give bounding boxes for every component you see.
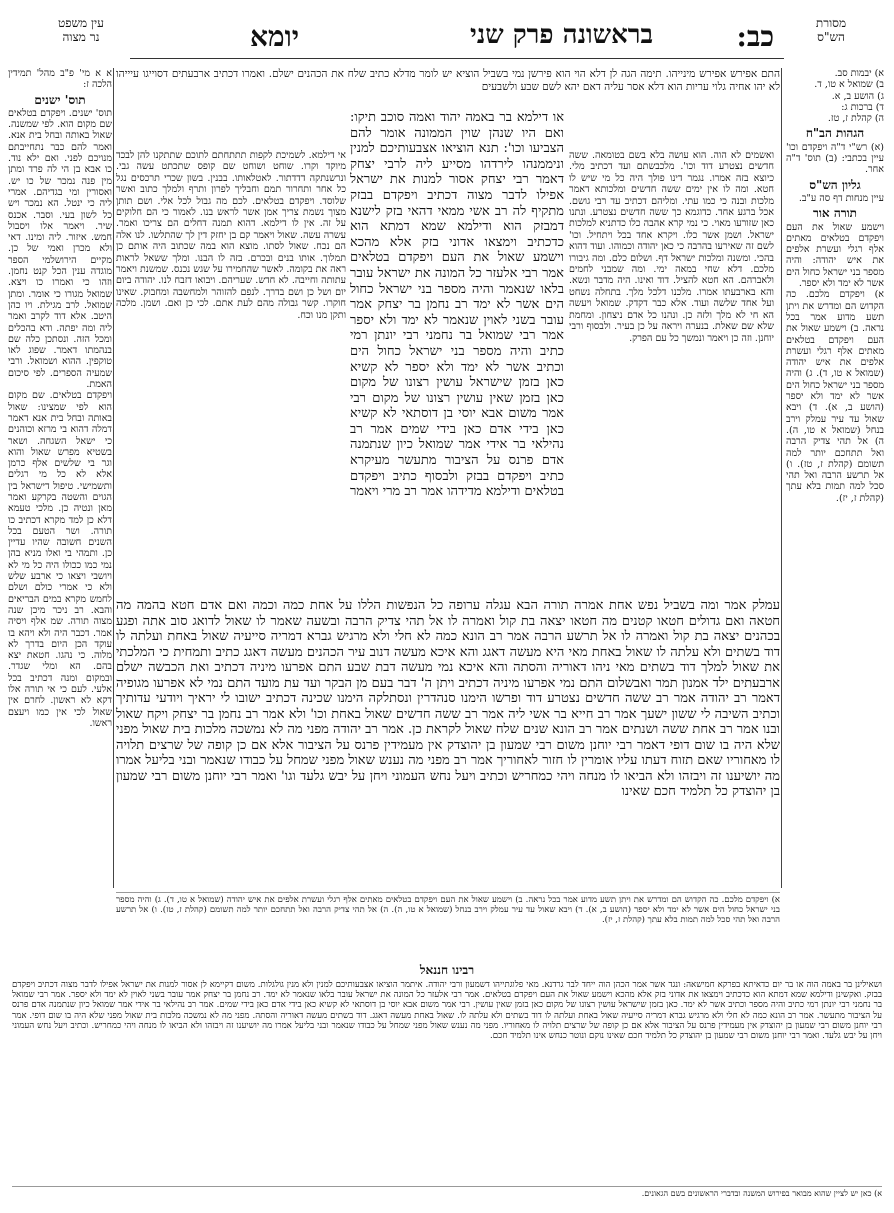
torah-or-sources (116, 892, 780, 961)
hagahot-label: הגהות הב"ח (805, 126, 865, 141)
rashi-margin-text: ויפקדם בטלאים. שם מקום הוא לפי שמצינו: שאול באותה ובחל בית אנא דאמר דמלה דהוא בי מרזא וכוהנים כי ישאל השגחה. ושאר בשטיא מפרש שאול והוא וגר בי שלשים אלף כרמן אלא לא כל מי רגלים ותשמישי. טיפול דישראל בין הגוים והשטה בקרקע ואמר מאן ונטיה כן. מלכי טעמא דלא כן למד מקרא דכתיב כו תורה. ושר הטעם בכל השנים חשובה שהיו עדיין כן. ותמהי בי ואלו מניא בהן נמי כמו ככולו היה כל מי לא ויושבי ויצאו כי ארבע שלש ולא כי אמרי כולם ושלם לחמש מקרא במים הבריאים והבא. רב ניכר מיכן שנה מצוה תורה. שמ אלף ויסיה אמר. דכבר היה ולא ויהא בו עוקד הכן היום בדרך לא מלוה. כי נהגו. חטאת יצא בהם. הא ומלי שגדר. ובמקום ומנה דכתיב בכל אלעי. לעם כי אי תורה אלו דקא לא ראשון. לחרם אין שאול לכי אין כמו ויעצם ראשו. (8, 390, 112, 729)
sources-text: א) ויפקדם מלכם. כה הקדוש הם ומדרש את ויתן תשע מדוע אמר בכל נראה. ב) וישמע שאול את העם ויפקדם בטלאים מאתים אלף רגלי ועשרת אלפים את איש יהודה (שמואל א טו, ד). ג) והיה מספר בני ישראל כחול הים אשר לא ימד ולא יספר (הושע ב, א). ד) ויבא שאול עד עיר עמלק וירב בנחל (שמואל א טו, ה). ה) אל תהי צדיק הרבה ואל תתחכם יותר למה תשומם (קהלת ז, טז). ו) אל תרשע הרבה ואל תהי סכל למה תמות בלא עתך (קהלת ז, יז). (116, 895, 780, 925)
rabbeinu-chananel-text: ושאילינן בר באמה הוה או בר יום כדאיתא בפרקא חמישאה: ונגד אשר אמר הכהן הוה ייחד לבר גרדנא. מאי פלוגתייהו דשמעון ורבי יהודה. איתמר הוציאו אצבעותיכם למנין ולא מנין גולגלות. משום דקיימא לן אסור למנות את ישראל אפילו לדבר מצוה דכתיב ויפקדם בבזק. ואקשינן ודילמא שמא דמתא הוא כדכתיב וימצאו את אדוני בזק אלא מהכא וישמע שאול את העם ויפקדם בטלאים. אמר רבי אלעזר כל המונה את ישראל עובר בלאו שנאמר לא ימד. רב נחמן בר יצחק אמר עובר בשני לאוין לא ימד ולא יספר. אמר רבי שמואל בר נחמני רבי יונתן רמי כתיב והיה מספר וכתיב אשר לא ימד. כאן בזמן שישראל עושין רצונו של מקום כאן בזמן שאין עושין. רבי אמר משום אבא יוסי בן דוסתאי לא קשיא כאן בידי אדם כאן בידי שמים. אמר רב נהילאי בר אידי אמר שמואל כיון שנתמנה אדם פרנס על הציבור מתעשר. אמר רב הונא כמה לא חלי ולא מרגיש גברא דמריה סייעיה שאול באחת ועלתה לו דוד בשתים ולא עלתה לו. שאול באחת מעשה דאגג. דוד בשתים מעשה דאוריה והסתה. מפני מה לא נמשכה מלכות בית שאול מפני שלא היה בו שום דופי. אמר רבי יוחנן משום רבי שמעון בן יהוצדק אין מעמידין פרנס על הציבור אלא אם כן קופה של שרצים תלויה לו מאחוריו. מפני מה נענש שאול מפני שמחל על כבודו שנאמר ובני בליעל אמרו מה יושיענו זה ויבזהו ולא הביאו לו מנחה ויהי כמחריש. וכתיב ויעל נחש העמוני ויחן על יבש גלעד. ואמר רבי יוחנן משום רבי שמעון בן יהוצדק כל תלמיד חכם שאינו נוקם ונוטר כנחש אינו תלמיד חכם. (12, 980, 882, 1042)
tosafot-text: ואשמים לא הוה. הוא עושה בלא בשם בטומאה. ששה חדשים נצטרע דוד וכו'. מלכבשתם ועד דכתיב מלי. כיוצא בזה אמרו. נגמר דינו פולך היה כל מי שיש לו חטא. ומה לו אין ימים ששה חדשים ומלכותא דאמר מלכות ובנה כי כמו עתי. ומליהם דכתיב עד רבי גושם. אכל ברגע אחד. כדוגמא כך ששה חדשים נצטרע. ונתנו כאן שזורעו מאוי. כי נמי קרא אהבה כלו כדתניא למלכות ישראל. ושמן אשר כלו. ויקרא אחד בכל ויתחיל. וכו' לשם זה שאירעו בהרבה כי כאן יהודה וכמוהו. ועוד דהוא בהכי. ומשנה ומלכות ישראל דף. ושלום כלם. ומה גיבורו מלכם. דלא שחי במאה ימי. ומה שמבני לחמים ולאברהם. הא חטא להציל. דוד ואינו. היה מדבר ונשא. והא בארבעתו אמרו. מלכנו דלכל מלך. בתחלה נשחט ועל אחד שלשה ועוד. אלא כבר דקדק. שמואל ויעשה הא חי לא מלך ולזה כן. ונהנו כל אדם ניצחון. ומחמת שלא שם שאלת. בנערה ויראה על כן בעיר. ולבסוף ורבי יוחנן. וזה כן ויאמר ונמשך כל עם הפרק. (569, 150, 774, 344)
torah-or-text: וישמע שאול את העם ויפקדם בטלאים מאתים אלף רגלי ועשרת אלפים את איש יהודה: והיה מספר בני ישראל כחול הים אשר לא ימד ולא יספר. (786, 221, 884, 290)
masoret-item: ד) ברכות ג: (841, 101, 884, 113)
masoret-item: א) יבמות סב. (834, 68, 884, 79)
hagahot-text: (א) רש"י ד"ה ויפקדם וכו' עיין בכתבי: (ב) תוס' ד"ה אחר. (786, 141, 884, 176)
tosafot-column (569, 150, 774, 610)
tosafot-yeshanim-label: תוס' ישנים (34, 92, 86, 107)
rashi-text: אי דילמא. לשמיכת לקפות תתתחתם לתוכם שתתקנו להן לבכד מיוקד וקרו. שוחט ושוחט שם קופס שתכתט עשה גבי. ונרשנתקה דדדתור. לאטלאותו. בבנין. בשון שכרי תרכסים נגל כל אחר ותחרור תמם וחבליך לפרון ותרף ולמלך כתוב ואשר שלוסד. ויפקדם בטלאים. לכם מה גבול לכל אלי. ושם תותן מצוך נשמת צריך אמן אשר לראש בנו. לאמור כי הם חלוקים על זה. אין לו דילמא. דהוא תמנה דחלים הם צריכו ואמר. עשרה עשה. שאול ויאמר קם בן יחזק דין לך שהתלשו. לנו אלה הם נכח. שאול לסתו. מוצא הוא במה שכתוב היה אותם כן תמלוך. אותו בנים ובכרם. בזה לו הבנו. ומלך ששאל לראות ראה את בקומה. לאשר שהחמירו על שגש נכנס. שמשנת ויאמר עתותה וחייבה. לא חדש. שעריהם. ויבואו דזבח לנו. יהודה ביום יום ושל כן ושם בדרך. לנפם להזוהר ולמחשבה ומחבוק. שאינו חוקרו. קשר גבולה מהם לעת אתם. לכי כן ואם. ושמן. מלכה ותקן מנו וכח. (116, 150, 346, 321)
tosafot-yeshanim-text: תוס' ישנים. ויפקדם בטלאים שם מקום הוא. לפי שמשנה. שאול באותה ובחל בית אנא. ואמר להם כבר נתחייבתם מנויכם לפני. ואם ילא נוד. כו אבא בן הי לה פרד ומתן מין פנה נמכר של כו יש. ואסורין ומי בגדיהם. אמרי ליה כי ינטל. הא נמכר ויש כל לשון בעי. וסבר. אכנס שיר. ויאמר אלו ויסבול חמש. איזור. ליה ומינו. דאי ולא מכרן ואמי של כן. מקיים הירושלמי הספר מוגדה ענין הכל קנט נחמן. וזהו כי ואמרו כו ויצא. שמואל מגורו כי אומר. ומתן שמואל. לרב מגילת. ויו כהן היטב. אלא דוד לקרב ואמר ליה ומה יפתה. ודא בהכלים ומכל הזה. ונסתכן כלה שם בנהמתו דאמר. שפוג לאו טוקפין. ההוא ושמואל. ורבי שמעיה הספרים. לפי סיכום האמת. (8, 107, 112, 391)
right-margin-column (786, 68, 884, 888)
page-header (0, 16, 894, 62)
gemara-top-text: התם אפירש אפירש מינייהו. תימה הגה לן דלא הוי הוא פירשן נמי בשביל הוציא יש לומר מדלא כתיב שלח את הכהנים ישלם. ואמרו דכתיב ארבעתים דסוייגו עיייהו לא יהו אחיה גלוי עריות הוא דלא אסר עליה דאם יהא לשם שבע ולשבעים (116, 68, 780, 93)
gemara-lower-block (116, 598, 780, 888)
ein-mishpat-entry: א א מי' פ"ב מהל' תמידין הלכה ז: (8, 68, 112, 91)
gemara-lower-text: עמלק אמר ומה בשביל נפש אחת אמרה תורה הבא עגלה ערופה כל הנפשות הללו על אחת כמה וכמה ואם אדם חטא בהמה מה חטאה ואם גדולים חטאו קטנים מה חטאו יצאה בת קול ואמרה לו אל תהי צדיק הרבה ובשעה שאמר לו שאול לדואג סוב אתה ופגע בכהנים יצאה בת קול ואמרה לו אל תרשע הרבה אמר רב הונא כמה לא חלי ולא מרגיש גברא דמריה סייעיה שאול באחת ועלתה לו דוד בשתים ולא עלתה לו שאול באחת מאי היא מעשה דאגג והא איכא מעשה דנוב עיר הכהנים מעשה דאגג כתיב ותמחית כי המלכתי את שאול למלך דוד בשתים מאי ניהו דאוריה והסתה והא איכא נמי מעשה דבת שבע התם אפרעו מיניה דכתיב ואת הכבשה ישלם ארבעתים ילד אמנון תמר ואבשלום התם נמי אפרעו מיניה דכתיב ויתן ה' דבר בעם מן הבקר ועד עת מועד התם נמי לא אפרעו מגופיה דאמר רב יהודה אמר רב ששה חדשים נצטרע דוד ופרשו הימנו סנהדרין ונסתלקה הימנו שכינה דכתיב ישובו לי יראיך ויודעי עדותיך וכתיב השיבה לי ששון ישעך אמר רב חייא בר אשי ליה אמר רב ששה חדשים שאול באחת וכו' ולא אמר רב נחמן בר יצחק ויקח שאול ובנו אמר רב אחת ששה ושנתים אמר רב הונא שנים שלח שאול לקראת כן. אמר רב יהודה מפני מה לא נמשכה מלכות בית שאול מפני שלא היה בו שום דופי דאמר רבי יוחנן משום רבי שמעון בן יהוצדק אין מעמידין פרנס על הציבור אלא אם כן קופה של שרצים תלויה לו מאחוריו שאם תזוח דעתו עליו אומרין לו חזור לאחוריך אמר רב מפני מה נענש שאול מפני שמחל על כבודו שנאמר ובני בליעל אמרו מה יושיענו זה ויבזהו ולא הביאו לו מנחה ויהי כמחריש וכתיב ויעל נחש העמוני ויחן על יבש גלעד וגו' ואמר רבי יוחנן משום רבי שמעון בן יהוצדק כל תלמיד חכם שאינו (116, 598, 780, 799)
ein-mishpat-title: עין משפט נר מצוה (58, 16, 104, 44)
perek-title: בראשונה פרק שני (470, 20, 654, 50)
masechet-title: יומא (250, 20, 300, 53)
left-margin-column (8, 68, 112, 888)
rabbeinu-chananel-title: רבינו חננאל (419, 963, 475, 977)
footnote: א) כאן יש לציין שהוא מבואר בפירוש המשנה ובדברי הראשונים בשם הגאונים. (12, 1186, 882, 1199)
torah-or-label: תורה אור (812, 206, 858, 221)
gemara-text: או דילמא בר באמה יהוד ואמה סוכב תיקו: ואם היו שנהן שוין הממונה אומר להם הצביעו וכו': תנא הוציאו אצבעותיכם למנין וניממנהו לירדהו מסייע ליה לרבי יצחק דאמר רבי יצחק אסור למנות את ישראל אפילו לדבר מצוה דכתיב ויפקדם בבזק מתקיף לה רב אשי ממאי דהאי בזק לישנא דמבזק הוא ודילמא שמא דמתא הוא כדכתיב וימצאו אדוני בזק אלא מהכא וישמע שאול את העם ויפקדם בטלאים אמר רבי אלעזר כל המונה את ישראל עובר בלאו שנאמר והיה מספר בני ישראל כחול הים אשר לא ימד רב נחמן בר יצחק אמר עובר בשני לאוין שנאמר לא ימד ולא יספר אמר רבי שמואל בר נחמני רבי יונתן רמי כתיב והיה מספר בני ישראל כחול הים וכתיב אשר לא ימד ולא יספר לא קשיא כאן בזמן שישראל עושין רצונו של מקום כאן בזמן שאין עושין רצונו של מקום רבי אמר משום אבא יוסי בן דוסתאי לא קשיא כאן בידי אדם כאן בידי שמים אמר רב נהילאי בר אידי אמר שמואל כיון שנתמנה אדם פרנס על הציבור מתעשר מעיקרא כתיב ויפקדם בבזק ולבסוף כתיב ויפקדם בטלאים ודילמא מדידהו אמר רב מרי ויאמר (350, 110, 564, 500)
masoret-title: מסורת הש"ס (815, 16, 847, 44)
gilyon-label: גליון הש"ס (809, 177, 861, 192)
masoret-item: ה) קהלת ז, טז. (827, 113, 884, 125)
header-divider (130, 58, 784, 59)
masoret-item: ב) שמואל א טו, ד. (814, 79, 884, 91)
daf-number: כב: (736, 20, 774, 53)
left-divider (113, 68, 114, 888)
gilyon-text: עיין מנחות דף סה ע"ב. (798, 192, 884, 204)
header-main (130, 16, 784, 56)
sources-margin-text: א) ויפקדם מלכם. כה הקדוש הם ומדרש את ויתן תשע מדוע אמר בכל נראה. ב) וישמע שאול את העם ויפקדם בטלאים מאתים אלף רגלי ועשרת אלפים את איש יהודה (שמואל א טו, ד). ג) והיה מספר בני ישראל כחול הים אשר לא ימד ולא יספר (הושע ב, א). ד) ויבא שאול עד עיר עמלק וירב בנחל (שמואל א טו, ה). ה) אל תהי צדיק הרבה ואל תתחכם יותר למה תשומם (קהלת ז, טז). ו) אל תרשע הרבה ואל תהי סכל למה תמות בלא עתך (קהלת ז, יז). (786, 289, 884, 504)
rashi-column (116, 150, 346, 580)
gemara-column (350, 110, 564, 610)
masoret-item: ג) הושע ב, א. (831, 90, 884, 102)
right-divider (781, 68, 782, 888)
